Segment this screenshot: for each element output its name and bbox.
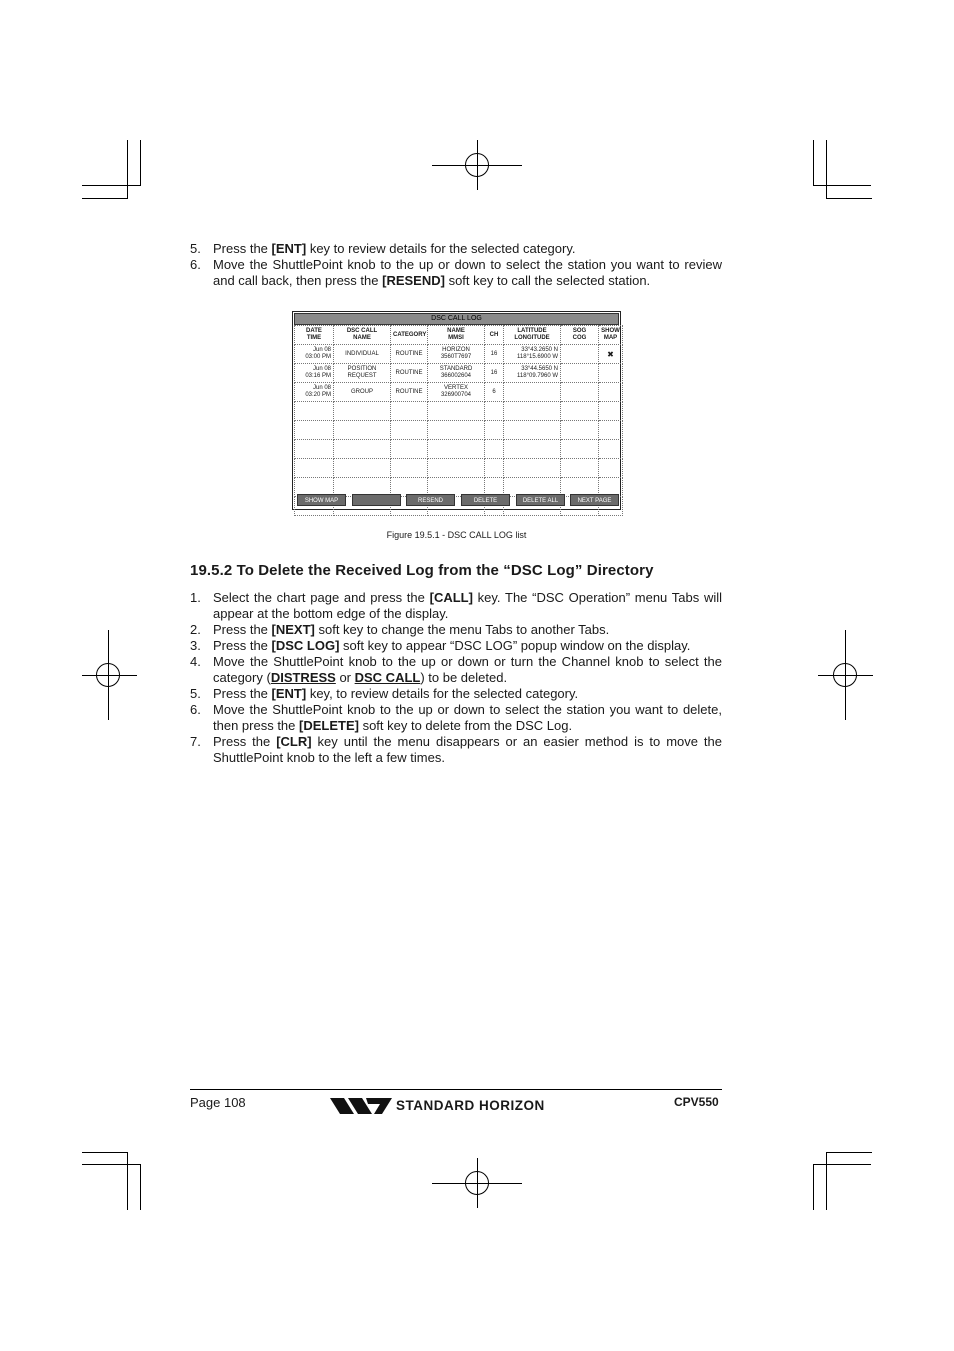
table-cell xyxy=(504,345,561,364)
table-cell xyxy=(334,383,391,402)
column-header-text: SHOW xyxy=(601,328,620,334)
table-cell-text: 16 xyxy=(490,350,498,357)
table-cell-text: Jun 08 xyxy=(312,347,331,353)
key-name: [DSC LOG] xyxy=(271,638,340,653)
table-cell xyxy=(485,383,504,402)
key-name: DISTRESS xyxy=(270,670,336,685)
list-item xyxy=(190,734,722,766)
softkey-next-page[interactable]: NEXT PAGE xyxy=(570,494,619,506)
list-item xyxy=(190,654,722,686)
section-heading: 19.5.2 To Delete the Received Log from the “DSC Log” Directory xyxy=(190,562,654,579)
list-item-text: soft key to delete from the DSC Log. xyxy=(358,718,573,733)
dsc-call-log-screen xyxy=(292,311,621,510)
table-row[interactable] xyxy=(295,345,623,364)
list-item-number: 2. xyxy=(190,622,201,637)
table-cell xyxy=(561,345,599,364)
list-item xyxy=(190,638,722,654)
table-cell xyxy=(561,421,599,440)
list-item-text: Move the ShuttlePoint knob to the up or down or turn the Channel knob to select the category ( xyxy=(213,654,722,685)
list-item-text: key until the menu disappears or an easier method is to move the ShuttlePoint knob to the left a few times. xyxy=(213,734,722,765)
list-item-number: 5. xyxy=(190,241,201,256)
brand-logo-icon xyxy=(330,1095,392,1117)
table-cell-text: 03:00 PM xyxy=(305,354,331,360)
table-cell xyxy=(391,402,428,421)
column-header xyxy=(504,326,561,345)
screen-title: DSC CALL LOG xyxy=(294,313,619,325)
list-item-number: 4. xyxy=(190,654,201,669)
list-item xyxy=(190,257,722,289)
table-cell-text: Jun 08 xyxy=(312,385,331,391)
table-cell xyxy=(295,440,334,459)
table-cell-text: ✖ xyxy=(607,349,614,359)
list-item xyxy=(190,241,722,257)
table-cell-text: VERTEX xyxy=(444,385,468,391)
list-item-text: or xyxy=(335,670,355,685)
standard-horizon-logo xyxy=(330,1095,545,1117)
table-cell xyxy=(485,345,504,364)
table-cell xyxy=(599,440,623,459)
table-cell xyxy=(485,402,504,421)
column-header-text: MMSI xyxy=(448,335,464,341)
key-name: [CALL] xyxy=(429,590,473,605)
brand-name: STANDARD HORIZON xyxy=(396,1098,545,1113)
table-cell xyxy=(334,402,391,421)
table-cell xyxy=(428,440,485,459)
table-cell xyxy=(391,440,428,459)
figure-caption: Figure 19.5.1 - DSC CALL LOG list xyxy=(386,530,527,540)
table-cell xyxy=(428,364,485,383)
column-header xyxy=(561,326,599,345)
list-item-number: 1. xyxy=(190,590,201,605)
table-cell xyxy=(334,421,391,440)
table-cell xyxy=(391,459,428,478)
table-cell xyxy=(599,383,623,402)
table-cell xyxy=(295,402,334,421)
list-item-text: soft key to appear “DSC LOG” popup window on the display. xyxy=(339,638,691,653)
key-name: DSC CALL xyxy=(354,670,421,685)
column-header-text: LATITUDE xyxy=(517,328,547,334)
table-cell xyxy=(561,383,599,402)
column-header-text: DATE xyxy=(306,328,322,334)
table-cell xyxy=(485,440,504,459)
list-item-number: 7. xyxy=(190,734,201,749)
column-header xyxy=(428,326,485,345)
dsc-call-log-table xyxy=(294,325,623,516)
column-header-text: MAP xyxy=(603,335,618,341)
list-item-text: soft key to change the menu Tabs to another Tabs. xyxy=(314,622,610,637)
column-header-text: DSC CALL xyxy=(346,328,378,334)
table-cell-text: 326900704 xyxy=(440,392,472,398)
table-cell-text: 6 xyxy=(492,388,496,395)
column-header-text: COG xyxy=(572,335,587,341)
table-cell xyxy=(391,345,428,364)
table-cell xyxy=(295,459,334,478)
column-header xyxy=(295,326,334,345)
table-cell-text: 118°15.6900 W xyxy=(517,354,558,360)
column-header xyxy=(334,326,391,345)
column-header-text: LONGITUDE xyxy=(514,335,550,341)
softkey-bar xyxy=(297,494,616,506)
list-item-number: 5. xyxy=(190,686,201,701)
softkey-delete-all[interactable]: DELETE ALL xyxy=(516,494,565,506)
table-cell xyxy=(504,421,561,440)
table-cell xyxy=(295,383,334,402)
softkey-blank[interactable] xyxy=(352,494,401,506)
steps-top-list xyxy=(190,241,722,289)
table-cell xyxy=(428,459,485,478)
table-cell-text: INDIVIDUAL xyxy=(345,350,379,357)
table-cell xyxy=(428,402,485,421)
table-cell-text: 33°43.2650 N xyxy=(521,347,558,353)
table-cell xyxy=(504,364,561,383)
softkey-delete[interactable]: DELETE xyxy=(461,494,510,506)
table-cell xyxy=(599,421,623,440)
key-name: [RESEND] xyxy=(382,273,445,288)
table-row xyxy=(295,440,623,459)
list-item-text: key to review details for the selected category. xyxy=(306,241,576,256)
table-cell xyxy=(485,459,504,478)
list-item-text: Select the chart page and press the xyxy=(213,590,430,605)
table-cell-text: GROUP xyxy=(350,388,373,395)
table-cell xyxy=(334,345,391,364)
column-header xyxy=(485,326,504,345)
table-row[interactable] xyxy=(295,383,623,402)
page-number: Page 108 xyxy=(190,1095,246,1110)
key-name: [ENT] xyxy=(271,686,307,701)
softkey-resend[interactable]: RESEND xyxy=(406,494,455,506)
table-cell-text: 118°09.7960 W xyxy=(517,373,558,379)
table-cell-text: REQUEST xyxy=(347,373,377,379)
table-row xyxy=(295,402,623,421)
key-name: [ENT] xyxy=(271,241,307,256)
table-cell xyxy=(334,440,391,459)
table-cell-text: ROUTINE xyxy=(395,350,423,357)
list-item-text: key. The “DSC Operation” menu Tabs will appear at the bottom edge of the display. xyxy=(213,590,722,621)
table-row xyxy=(295,421,623,440)
table-cell-text: HORIZON xyxy=(442,347,470,353)
table-header-row xyxy=(295,326,623,345)
table-cell xyxy=(391,383,428,402)
key-name: [CLR] xyxy=(276,734,312,749)
steps-bottom-list xyxy=(190,590,722,766)
table-cell-text: 366002604 xyxy=(440,373,472,379)
list-item-text: Press the xyxy=(213,734,277,749)
list-item xyxy=(190,590,722,622)
list-item-number: 6. xyxy=(190,702,201,717)
column-header-text: CATEGORY xyxy=(393,331,427,338)
list-item-text: ) to be deleted. xyxy=(420,670,508,685)
table-cell-text: POSITION xyxy=(347,366,377,372)
table-cell xyxy=(504,459,561,478)
list-item-number: 3. xyxy=(190,638,201,653)
table-cell xyxy=(391,421,428,440)
table-cell xyxy=(504,402,561,421)
list-item-text: key, to review details for the selected category. xyxy=(306,686,579,701)
table-cell xyxy=(334,364,391,383)
list-item-text: Press the xyxy=(213,622,272,637)
table-cell xyxy=(428,383,485,402)
table-cell-text: 03:20 PM xyxy=(305,392,331,398)
table-cell xyxy=(334,459,391,478)
table-cell xyxy=(599,364,623,383)
table-cell-text: ROUTINE xyxy=(395,369,423,376)
column-header xyxy=(391,326,428,345)
table-cell-text: STANDARD xyxy=(439,366,473,372)
column-header xyxy=(599,326,623,345)
column-header-text: NAME xyxy=(447,328,465,334)
model-name: CPV550 xyxy=(674,1095,719,1109)
table-cell xyxy=(561,459,599,478)
table-cell xyxy=(504,440,561,459)
softkey-show-map[interactable]: SHOW MAP xyxy=(297,494,346,506)
table-cell xyxy=(599,459,623,478)
list-item-text: Move the ShuttlePoint knob to the up or down to select the station you want to delete, then press the xyxy=(213,702,722,733)
column-header-text: CH xyxy=(489,331,499,338)
table-cell xyxy=(485,421,504,440)
table-cell xyxy=(428,421,485,440)
list-item xyxy=(190,622,722,638)
table-cell xyxy=(504,383,561,402)
table-cell xyxy=(295,345,334,364)
list-item xyxy=(190,686,722,702)
table-cell-text: 03:16 PM xyxy=(305,373,331,379)
table-cell xyxy=(295,364,334,383)
key-name: [DELETE] xyxy=(299,718,359,733)
table-row xyxy=(295,459,623,478)
table-cell xyxy=(599,402,623,421)
column-header-text: TIME xyxy=(306,335,322,341)
table-row[interactable] xyxy=(295,364,623,383)
show-map-mark-icon xyxy=(599,345,623,364)
list-item-text: Press the xyxy=(213,638,272,653)
table-cell xyxy=(428,345,485,364)
table-cell xyxy=(561,402,599,421)
list-item-text: Press the xyxy=(213,686,272,701)
column-header-text: SOG xyxy=(572,328,587,334)
table-cell xyxy=(561,364,599,383)
key-name: [NEXT] xyxy=(271,622,315,637)
list-item-text: soft key to call the selected station. xyxy=(444,273,651,288)
table-cell-text: 3560T7697 xyxy=(440,354,472,360)
table-cell-text: ROUTINE xyxy=(395,388,423,395)
footer-rule xyxy=(190,1089,722,1090)
table-cell xyxy=(295,421,334,440)
table-cell-text: Jun 08 xyxy=(312,366,331,372)
column-header-text: NAME xyxy=(353,335,371,341)
table-cell xyxy=(485,364,504,383)
table-cell xyxy=(391,364,428,383)
list-item-text: Move the ShuttlePoint knob to the up or down to select the station you want to review and call back, then press the xyxy=(213,257,722,288)
table-cell xyxy=(561,440,599,459)
list-item-text: Press the xyxy=(213,241,272,256)
list-item xyxy=(190,702,722,734)
table-cell-text: 16 xyxy=(490,369,498,376)
table-cell-text: 33°44.5650 N xyxy=(521,366,558,372)
list-item-number: 6. xyxy=(190,257,201,272)
